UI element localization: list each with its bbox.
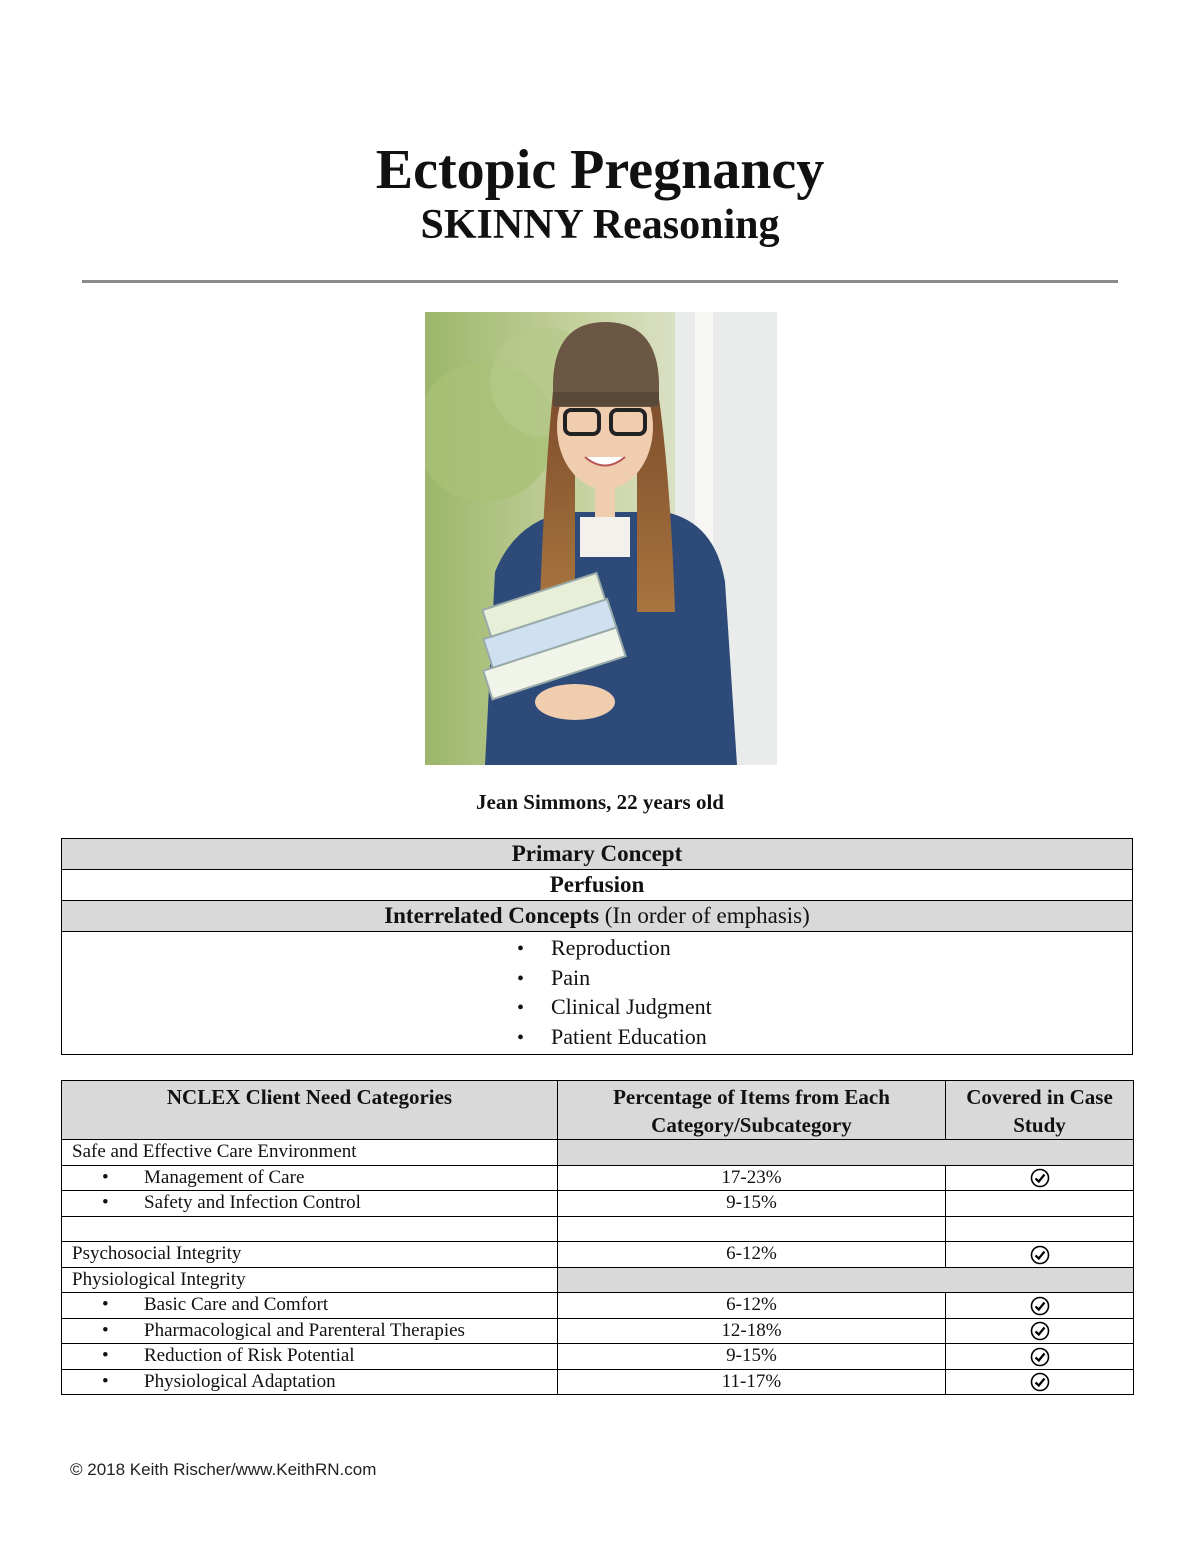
nclex-table bbox=[61, 1080, 1134, 1395]
percent-cell: 6-12% bbox=[558, 1293, 946, 1319]
bullet-icon: • bbox=[517, 1026, 525, 1049]
interrelated-concepts-list bbox=[62, 934, 1132, 1052]
bullet-icon: • bbox=[517, 938, 525, 960]
bullet-icon: • bbox=[102, 1319, 109, 1341]
percent-cell: 6-12% bbox=[558, 1242, 946, 1268]
checkmark-circle-icon bbox=[1030, 1245, 1050, 1265]
covered-cell bbox=[946, 1216, 1134, 1242]
category-cell bbox=[62, 1344, 558, 1370]
nclex-header-percent: Percentage of Items from Each Category/Subcategory bbox=[558, 1081, 946, 1140]
percent-cell: 17-23% bbox=[558, 1165, 946, 1191]
covered-cell bbox=[946, 1293, 1134, 1319]
page-subtitle: SKINNY Reasoning bbox=[420, 202, 780, 248]
covered-cell bbox=[946, 1344, 1134, 1370]
photo-caption: Jean Simmons, 22 years old bbox=[476, 790, 724, 814]
bullet-icon: • bbox=[517, 997, 525, 1019]
bullet-icon: • bbox=[517, 967, 525, 990]
interrelated-concepts-header bbox=[62, 901, 1133, 932]
bullet-icon: • bbox=[102, 1294, 109, 1316]
table-row bbox=[62, 1140, 1134, 1166]
checkmark-circle-icon bbox=[1030, 1372, 1050, 1392]
nclex-header-covered: Covered in Case Study bbox=[946, 1081, 1134, 1140]
table-row bbox=[62, 1293, 1134, 1319]
bullet-icon: • bbox=[102, 1370, 109, 1392]
shaded-cell bbox=[558, 1267, 1134, 1293]
category-label: Safe and Effective Care Environment bbox=[72, 1141, 357, 1163]
covered-cell bbox=[946, 1165, 1134, 1191]
percent-cell: 9-15% bbox=[558, 1191, 946, 1217]
table-row bbox=[62, 1369, 1134, 1395]
nclex-header-category: NCLEX Client Need Categories bbox=[62, 1081, 558, 1140]
table-row bbox=[62, 1191, 1134, 1217]
category-label: Basic Care and Comfort bbox=[144, 1294, 329, 1316]
category-label: Pharmacological and Parenteral Therapies bbox=[144, 1319, 465, 1341]
percent-cell: 9-15% bbox=[558, 1344, 946, 1370]
category-cell bbox=[62, 1318, 558, 1344]
covered-cell bbox=[946, 1318, 1134, 1344]
table-row bbox=[62, 1318, 1134, 1344]
bullet-icon: • bbox=[102, 1345, 109, 1367]
copyright-footer: © 2018 Keith Rischer/www.KeithRN.com bbox=[70, 1460, 377, 1479]
category-label: Management of Care bbox=[144, 1166, 305, 1188]
category-cell bbox=[62, 1191, 558, 1217]
list-item: • Reproduction bbox=[517, 934, 1132, 964]
percent-cell bbox=[558, 1216, 946, 1242]
category-cell bbox=[62, 1369, 558, 1395]
category-cell bbox=[62, 1216, 558, 1242]
bullet-icon: • bbox=[102, 1192, 109, 1214]
shaded-cell bbox=[558, 1140, 1134, 1166]
category-cell bbox=[62, 1293, 558, 1319]
title-divider bbox=[82, 280, 1118, 283]
list-item: • Clinical Judgment bbox=[517, 993, 1132, 1023]
percent-cell: 12-18% bbox=[558, 1318, 946, 1344]
category-label: Safety and Infection Control bbox=[144, 1192, 361, 1214]
percent-cell: 11-17% bbox=[558, 1369, 946, 1395]
bullet-icon: • bbox=[102, 1166, 109, 1188]
primary-concept-value: Perfusion bbox=[62, 870, 1133, 901]
checkmark-circle-icon bbox=[1030, 1296, 1050, 1316]
list-item: • Pain bbox=[517, 964, 1132, 994]
checkmark-circle-icon bbox=[1030, 1347, 1050, 1367]
checkmark-circle-icon bbox=[1030, 1168, 1050, 1188]
list-item: • Patient Education bbox=[517, 1023, 1132, 1053]
interrelated-note: (In order of emphasis) bbox=[604, 903, 810, 928]
table-row bbox=[62, 1344, 1134, 1370]
page-title: Ectopic Pregnancy bbox=[375, 139, 825, 201]
covered-cell bbox=[946, 1369, 1134, 1395]
table-row bbox=[62, 1165, 1134, 1191]
interrelated-concepts-list-cell bbox=[62, 932, 1133, 1055]
category-cell bbox=[62, 1242, 558, 1268]
covered-cell bbox=[946, 1242, 1134, 1268]
category-cell bbox=[62, 1267, 558, 1293]
category-label: Physiological Integrity bbox=[72, 1268, 246, 1290]
table-row bbox=[62, 1242, 1134, 1268]
table-row bbox=[62, 1267, 1134, 1293]
checkmark-circle-icon bbox=[1030, 1321, 1050, 1341]
covered-cell bbox=[946, 1191, 1134, 1217]
concepts-table bbox=[61, 838, 1133, 1055]
category-label: Physiological Adaptation bbox=[144, 1370, 336, 1392]
student-photo bbox=[425, 312, 777, 765]
category-label: Reduction of Risk Potential bbox=[144, 1345, 355, 1367]
interrelated-label: Interrelated Concepts bbox=[384, 903, 600, 928]
category-label: Psychosocial Integrity bbox=[72, 1243, 242, 1265]
primary-concept-label: Primary Concept bbox=[62, 839, 1133, 870]
category-cell bbox=[62, 1165, 558, 1191]
table-row bbox=[62, 1216, 1134, 1242]
category-cell bbox=[62, 1140, 558, 1166]
